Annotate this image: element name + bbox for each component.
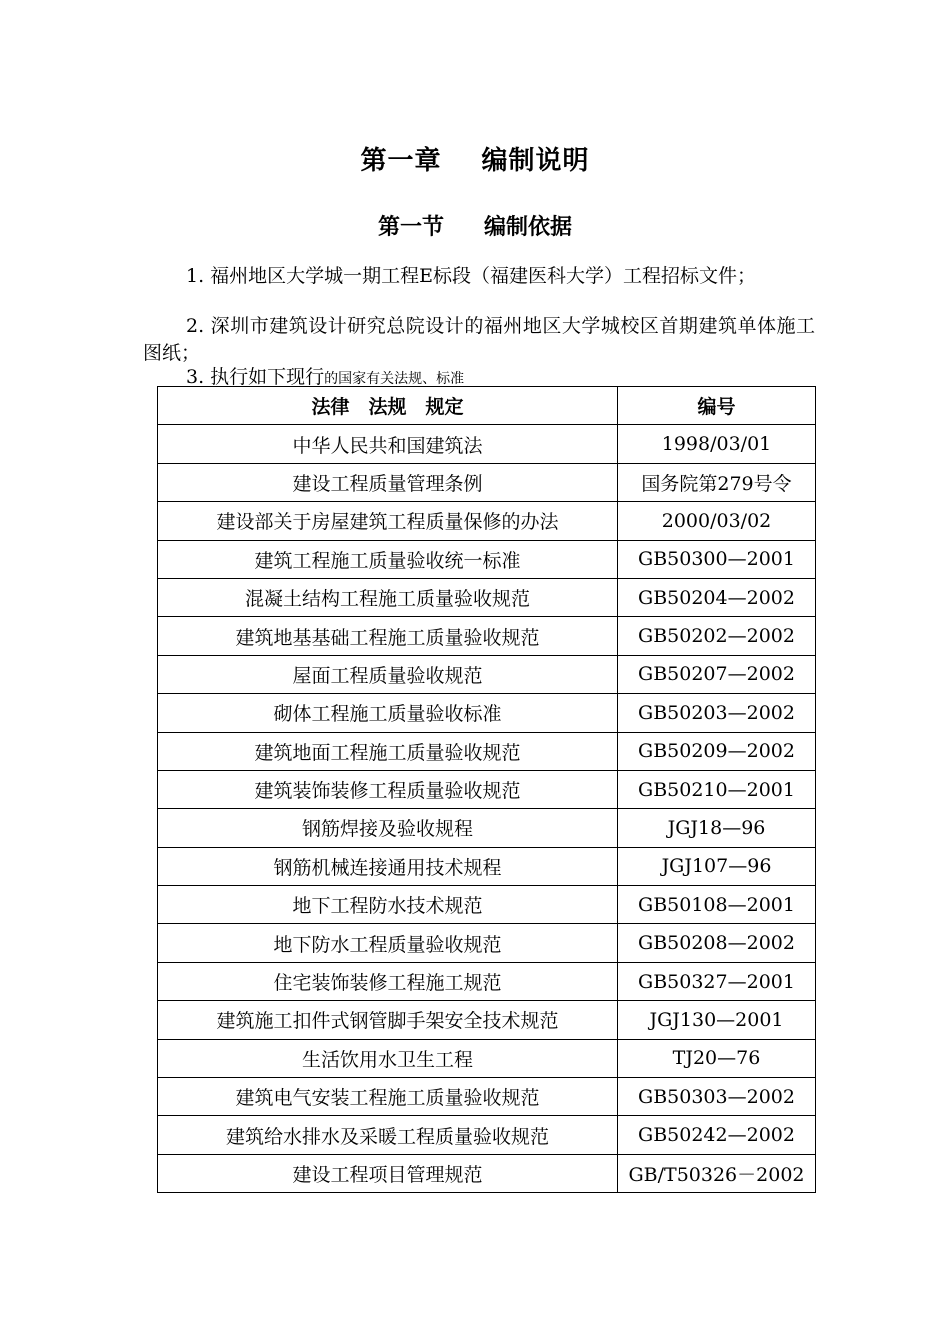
header-code: 编号	[618, 387, 816, 425]
regulation-code: GB50303—2002	[618, 1078, 816, 1116]
regulation-name: 建筑地面工程施工质量验收规范	[158, 732, 618, 770]
regulation-code: JGJ18—96	[618, 809, 816, 847]
table-row	[158, 1078, 816, 1116]
table-row	[158, 924, 816, 962]
table-row	[158, 732, 816, 770]
paragraph-2: 2. 深圳市建筑设计研究总院设计的福州地区大学城校区首期建筑单体施工图纸；	[143, 315, 815, 364]
regulation-name: 建设工程项目管理规范	[158, 1154, 618, 1192]
regulation-code: GB50202—2002	[618, 617, 816, 655]
regulation-code: 2000/03/02	[618, 502, 816, 540]
table-row	[158, 540, 816, 578]
regulation-name: 建筑给水排水及采暖工程质量验收规范	[158, 1116, 618, 1154]
regulation-code: GB50210—2001	[618, 770, 816, 808]
table-row	[158, 1001, 816, 1039]
table-row	[158, 1039, 816, 1077]
paragraph-3-main: 3. 执行如下现行	[186, 366, 325, 388]
regulation-code: GB50207—2002	[618, 655, 816, 693]
regulation-code: JGJ107—96	[618, 847, 816, 885]
table-row	[158, 847, 816, 885]
regulation-code: GB50209—2002	[618, 732, 816, 770]
table-body	[158, 425, 816, 1193]
regulation-code: 国务院第279号令	[618, 463, 816, 501]
regulation-name: 混凝土结构工程施工质量验收规范	[158, 578, 618, 616]
regulation-name: 住宅装饰装修工程施工规范	[158, 962, 618, 1000]
table-row	[158, 1154, 816, 1192]
section-number: 第一节	[377, 215, 444, 240]
paragraph-3-small: 的国家有关法规、标准	[324, 371, 465, 387]
paragraph-1: 1. 福州地区大学城一期工程E标段（福建医科大学）工程招标文件；	[186, 265, 757, 287]
regulation-code: GB50203—2002	[618, 694, 816, 732]
section-title	[0, 210, 950, 241]
table-row	[158, 694, 816, 732]
table-row	[158, 809, 816, 847]
regulation-code: GB/T50326－2002	[618, 1154, 816, 1192]
regulation-code: GB50204—2002	[618, 578, 816, 616]
regulation-code: GB50300—2001	[618, 540, 816, 578]
table-row	[158, 1116, 816, 1154]
regulation-name: 砌体工程施工质量验收标准	[158, 694, 618, 732]
regulation-name: 地下防水工程质量验收规范	[158, 924, 618, 962]
chapter-number: 第一章	[360, 146, 442, 176]
regulation-name: 中华人民共和国建筑法	[158, 425, 618, 463]
table-row	[158, 502, 816, 540]
regulation-code: JGJ130—2001	[618, 1001, 816, 1039]
regulation-name: 建筑施工扣件式钢管脚手架安全技术规范	[158, 1001, 618, 1039]
regulation-name: 生活饮用水卫生工程	[158, 1039, 618, 1077]
chapter-name: 编制说明	[481, 146, 590, 176]
regulation-name: 建筑地基基础工程施工质量验收规范	[158, 617, 618, 655]
regulations-table	[157, 386, 816, 1193]
table-row	[158, 425, 816, 463]
regulation-name: 建设工程质量管理条例	[158, 463, 618, 501]
regulation-name: 屋面工程质量验收规范	[158, 655, 618, 693]
regulation-name: 建筑装饰装修工程质量验收规范	[158, 770, 618, 808]
table-row	[158, 655, 816, 693]
table-row	[158, 962, 816, 1000]
regulation-code: TJ20—76	[618, 1039, 816, 1077]
section-name: 编制依据	[484, 215, 573, 240]
regulation-code: GB50108—2001	[618, 886, 816, 924]
table-row	[158, 886, 816, 924]
table-row	[158, 578, 816, 616]
regulation-name: 建筑电气安装工程施工质量验收规范	[158, 1078, 618, 1116]
header-regulation: 法律 法规 规定	[158, 387, 618, 425]
table-row	[158, 617, 816, 655]
table-row	[158, 770, 816, 808]
regulation-code: GB50242—2002	[618, 1116, 816, 1154]
regulation-name: 钢筋焊接及验收规程	[158, 809, 618, 847]
regulation-name: 地下工程防水技术规范	[158, 886, 618, 924]
regulation-code: GB50208—2002	[618, 924, 816, 962]
chapter-title	[0, 140, 950, 177]
table-header-row	[158, 387, 816, 425]
regulation-code: 1998/03/01	[618, 425, 816, 463]
regulation-name: 建筑工程施工质量验收统一标准	[158, 540, 618, 578]
regulation-name: 钢筋机械连接通用技术规程	[158, 847, 618, 885]
regulation-name: 建设部关于房屋建筑工程质量保修的办法	[158, 502, 618, 540]
regulation-code: GB50327—2001	[618, 962, 816, 1000]
table-row	[158, 463, 816, 501]
